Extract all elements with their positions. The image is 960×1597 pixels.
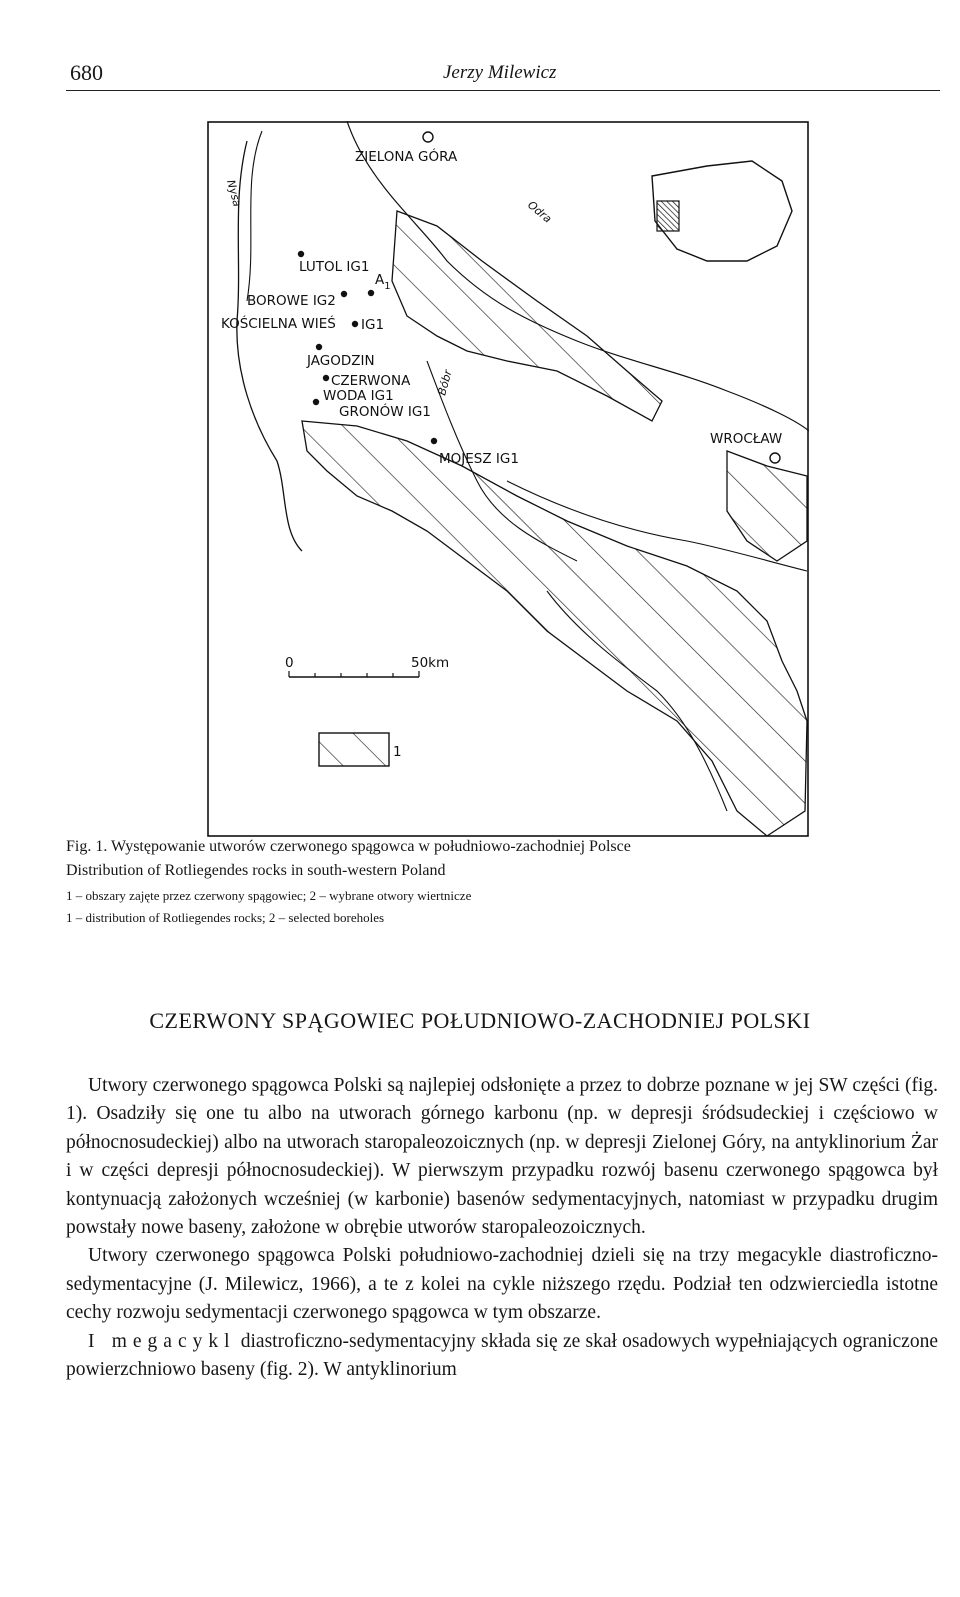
section-title: CZERWONY SPĄGOWIEC POŁUDNIOWO-ZACHODNIEJ POLSKI (149, 1008, 811, 1033)
mojesz-label: MOJESZ IG1 (439, 451, 519, 467)
header-rule (66, 90, 940, 91)
odra-label: Odra (525, 198, 555, 226)
bobr-label: Bóbr (435, 368, 455, 397)
borehole-czerwona-marker (323, 375, 329, 381)
page-number: 680 (70, 60, 103, 85)
lutol-label: LUTOL IG1 (299, 259, 370, 275)
koscielna-suffix-label: IG1 (361, 317, 385, 333)
borehole-koscielna-marker (352, 321, 358, 327)
czerwona-label: CZERWONA (331, 373, 411, 389)
a1-label: $A_1$ (375, 272, 391, 292)
figure-map (207, 121, 809, 837)
rotliegendes-area-east (727, 451, 807, 561)
borowe-label: BOROWE IG2 (247, 293, 336, 309)
state-border-west (237, 141, 302, 551)
scale-fifty-label: 50km (411, 655, 450, 671)
scale-zero-label: 0 (285, 655, 294, 671)
paragraph-3-text: diastroficzno-sedymentacyjny składa się ze skał osadowych wypełniających ograniczone powierzchniowo baseny (fig. 2). W antyklinorium (66, 1330, 938, 1381)
legend-number: 1 (393, 744, 402, 760)
nysa-label: Nysa (224, 178, 244, 209)
running-head: Jerzy Milewicz (443, 62, 557, 83)
borehole-borowe-marker (341, 291, 347, 297)
woda-label: WODA IG1 (323, 388, 394, 404)
megacycle-term: I megacykl (88, 1330, 236, 1352)
borehole-a1-marker (368, 290, 374, 296)
gronow-label: GRONÓW IG1 (339, 404, 431, 420)
zielona-gora-marker (423, 132, 433, 142)
jagodzin-label: JAGODZIN (307, 353, 375, 369)
borehole-jagodzin-marker (316, 344, 322, 350)
nysa-river-line (247, 131, 262, 301)
wroclaw-label: WROCŁAW (710, 431, 783, 447)
borehole-gronow-marker (313, 399, 319, 405)
inset-study-area (657, 201, 679, 231)
body-text (66, 1072, 938, 1384)
borehole-mojesz-marker (431, 438, 437, 444)
figure-legend-en: 1 – distribution of Rotliegendes rocks; 2 – selected boreholes (66, 910, 385, 925)
wroclaw-marker (770, 453, 780, 463)
figure-caption-pl: Fig. 1. Występowanie utworów czerwonego spągowca w południowo-zachodniej Polsce (66, 838, 631, 855)
koscielna-label: KOŚCIELNA WIEŚ (221, 316, 336, 332)
zielona-gora-label: ZIELONA GÓRA (355, 149, 458, 165)
legend-hatch-swatch (319, 733, 389, 766)
paragraph-3 (66, 1328, 938, 1385)
borehole-lutol-marker (298, 251, 304, 257)
figure-legend-pl: 1 – obszary zajęte przez czerwony spągowiec; 2 – wybrane otwory wiertnicze (66, 888, 472, 903)
paragraph-1: Utwory czerwonego spągowca Polski są najlepiej odsłonięte a przez to dobrze poznane w jej SW części (fig. 1). Osadziły się one tu albo na utworach górnego karbonu (np. w depresji śródsudeckiej i częściowo w północnosudeckiej) albo na utworach staropaleozoicznych (np. w depresji Zielonej Góry, na antyklinorium Żar i w części depresji północnosudeckiej). W pierwszym przypadku rozwój basenu czerwonego spągowca był kontynuacją założonych wcześniej (w karbonie) basenów sedymentacyjnych, natomiast w przypadku drugim powstały nowe baseny, założone w obrębie utworów staropaleozoicznych. (66, 1075, 938, 1239)
paragraph-2: Utwory czerwonego spągowca Polski południowo-zachodniej dzieli się na trzy megacykle diastroficzno-sedymentacyjne (J. Milewicz, 1966), a te z kolei na cykle niższego rzędu. Podział ten odzwierciedla istotne cechy rozwoju sedymentacji czerwonego spągowca w tym obszarze. (66, 1245, 938, 1324)
figure-caption-en: Distribution of Rotliegendes rocks in south-western Poland (66, 862, 446, 879)
